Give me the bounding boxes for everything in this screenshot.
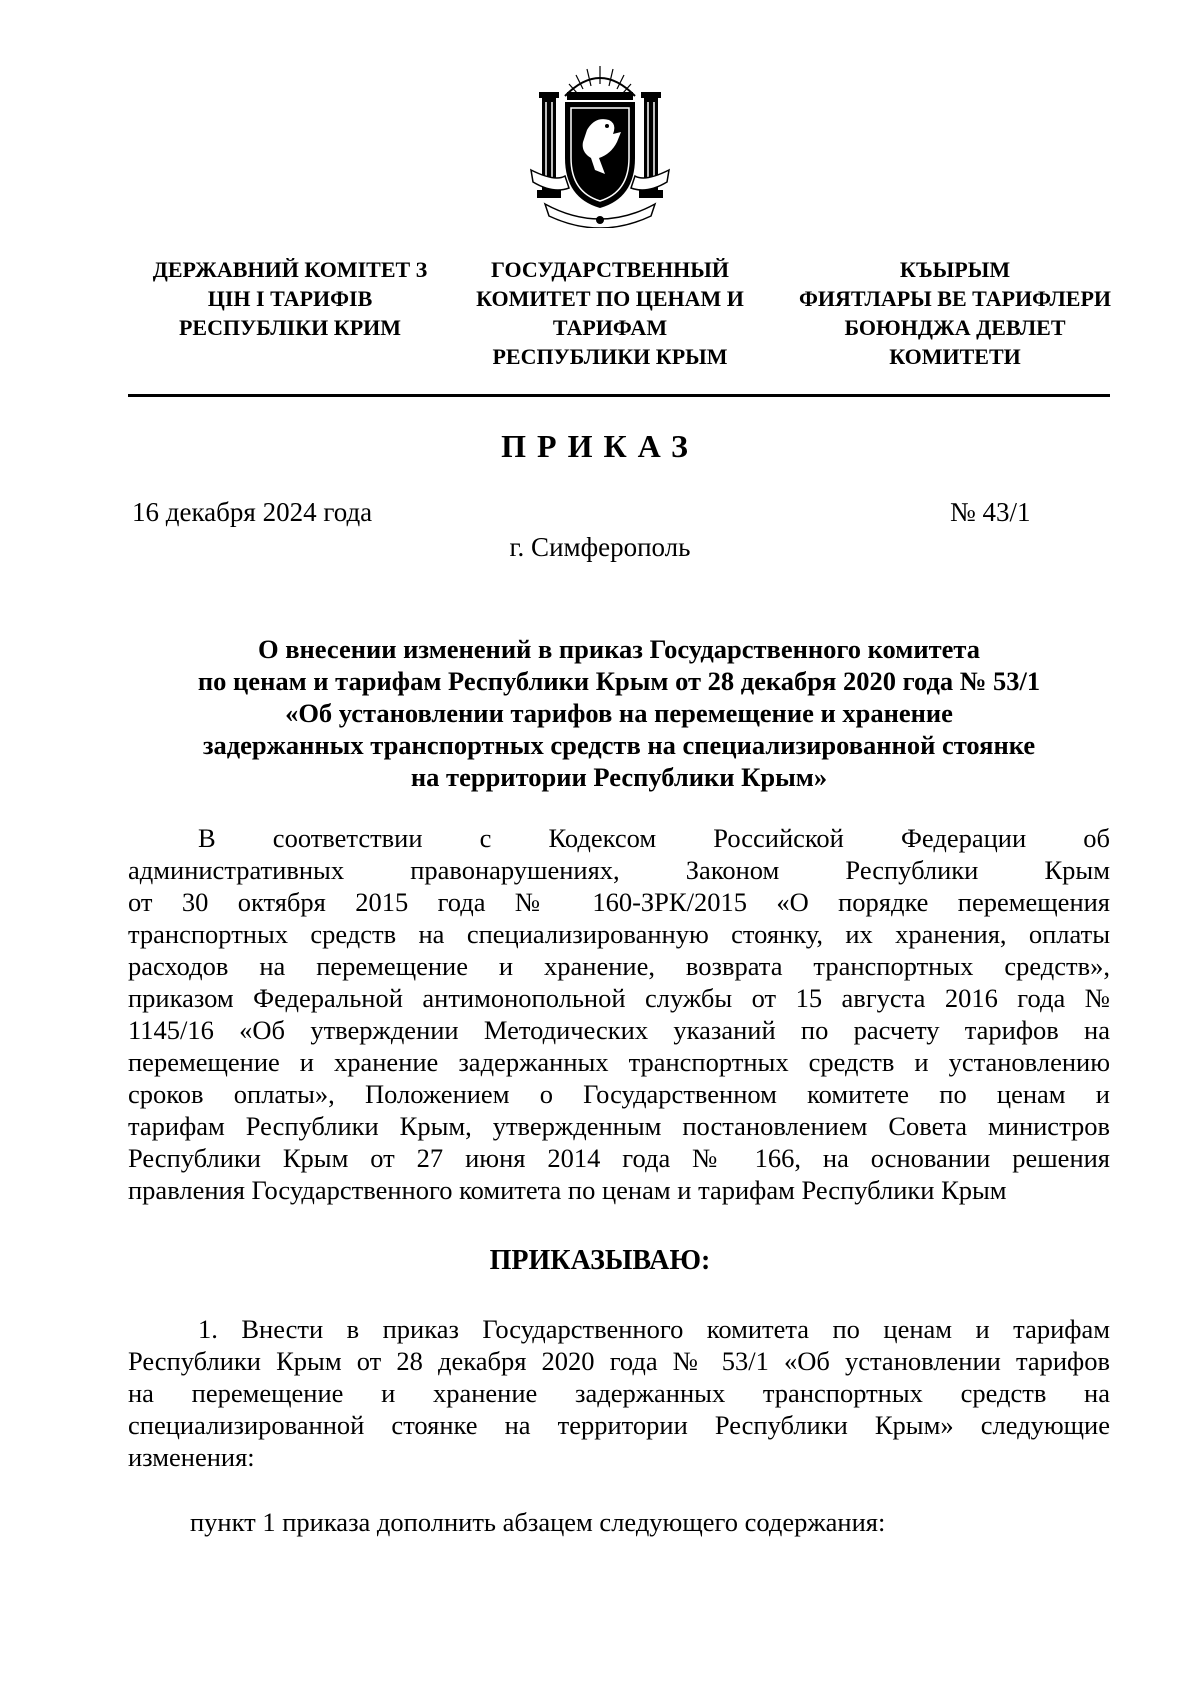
header-ru-line: КОМИТЕТ ПО ЦЕНАМ И (476, 286, 744, 311)
header-ru-line: ГОСУДАРСТВЕННЫЙ (491, 257, 729, 282)
subject-line: «Об установлении тарифов на перемещение и хранение (285, 698, 953, 728)
item-1-line: изменения: (128, 1442, 255, 1472)
preamble-line: В соответствии с Кодексом Российской Федерации об (198, 823, 1110, 853)
preamble-paragraph (128, 822, 1110, 1206)
subject-line: на территории Республики Крым» (410, 762, 828, 792)
coat-of-arms-icon (525, 58, 675, 228)
preamble-line: от 30 октября 2015 года № 160-ЗРК/2015 «О порядке перемещения (128, 887, 1110, 917)
preamble-line: административных правонарушениях, Законом Республики Крым (128, 855, 1110, 885)
preamble-line: перемещение и хранение задержанных транспортных средств и установлению (128, 1047, 1110, 1077)
item-1-line: на перемещение и хранение задержанных транспортных средств на (128, 1378, 1110, 1408)
document-title: ПРИКАЗ (501, 428, 699, 464)
header-crh-line: КЪЫРЫМ (899, 257, 1011, 282)
subject-line: О внесении изменений в приказ Государственного комитета (257, 634, 980, 664)
preamble-line: тарифам Республики Крым, утвержденным постановлением Совета министров (128, 1111, 1110, 1141)
header-ua-line: ДЕРЖАВНИЙ КОМІТЕТ З (152, 257, 428, 282)
subject-line: по ценам и тарифам Республики Крым от 28 декабря 2020 года № 53/1 (197, 666, 1041, 696)
document-date: 16 декабря 2024 года (132, 497, 373, 527)
header-crh-line: БОЮНДЖА ДЕВЛЕТ (844, 315, 1066, 340)
header-crh-line: ФИЯТЛАРЫ ВЕ ТАРИФЛЕРИ (798, 286, 1112, 311)
document-subject (128, 633, 1110, 793)
preamble-line: расходов на перемещение и хранение, возврата транспортных средств», (128, 951, 1110, 981)
header-ukrainian (140, 255, 440, 342)
item-1-paragraph (128, 1313, 1110, 1473)
preamble-line: Республики Крым от 27 июня 2014 года № 166, на основании решения (128, 1143, 1110, 1173)
item-1-subparagraph: пункт 1 приказа дополнить абзацем следующего содержания: (190, 1507, 886, 1537)
preamble-line: приказом Федеральной антимонопольной службы от 15 августа 2016 года № (128, 983, 1110, 1013)
header-ru-line: ТАРИФАМ (552, 315, 668, 340)
header-divider (128, 394, 1110, 397)
header-ua-line: РЕСПУБЛІКИ КРИМ (178, 315, 402, 340)
header-crimean-tatar (785, 255, 1125, 371)
header-ru-line: РЕСПУБЛИКИ КРЫМ (492, 344, 728, 369)
item-1-line: специализированной стоянке на территории Республики Крым» следующие (128, 1410, 1110, 1440)
order-heading: ПРИКАЗЫВАЮ: (489, 1245, 711, 1276)
preamble-line: сроков оплаты», Положением о Государственном комитете по ценам и (128, 1079, 1110, 1109)
document-number: № 43/1 (950, 497, 1031, 527)
header-ua-line: ЦІН І ТАРИФІВ (207, 286, 373, 311)
preamble-line: правления Государственного комитета по ценам и тарифам Республики Крым (128, 1175, 1007, 1205)
item-1-line: Республики Крым от 28 декабря 2020 года № 53/1 «Об установлении тарифов (128, 1346, 1110, 1376)
subject-line: задержанных транспортных средств на специализированной стоянке (202, 730, 1036, 760)
header-russian (450, 255, 770, 371)
document-city: г. Симферополь (509, 532, 691, 562)
preamble-line: транспортных средств на специализированную стоянку, их хранения, оплаты (128, 919, 1110, 949)
preamble-line: 1145/16 «Об утверждении Методических указаний по расчету тарифов на (128, 1015, 1110, 1045)
header-crh-line: КОМИТЕТИ (889, 344, 1021, 369)
item-1-line: 1. Внести в приказ Государственного комитета по ценам и тарифам (198, 1314, 1110, 1344)
